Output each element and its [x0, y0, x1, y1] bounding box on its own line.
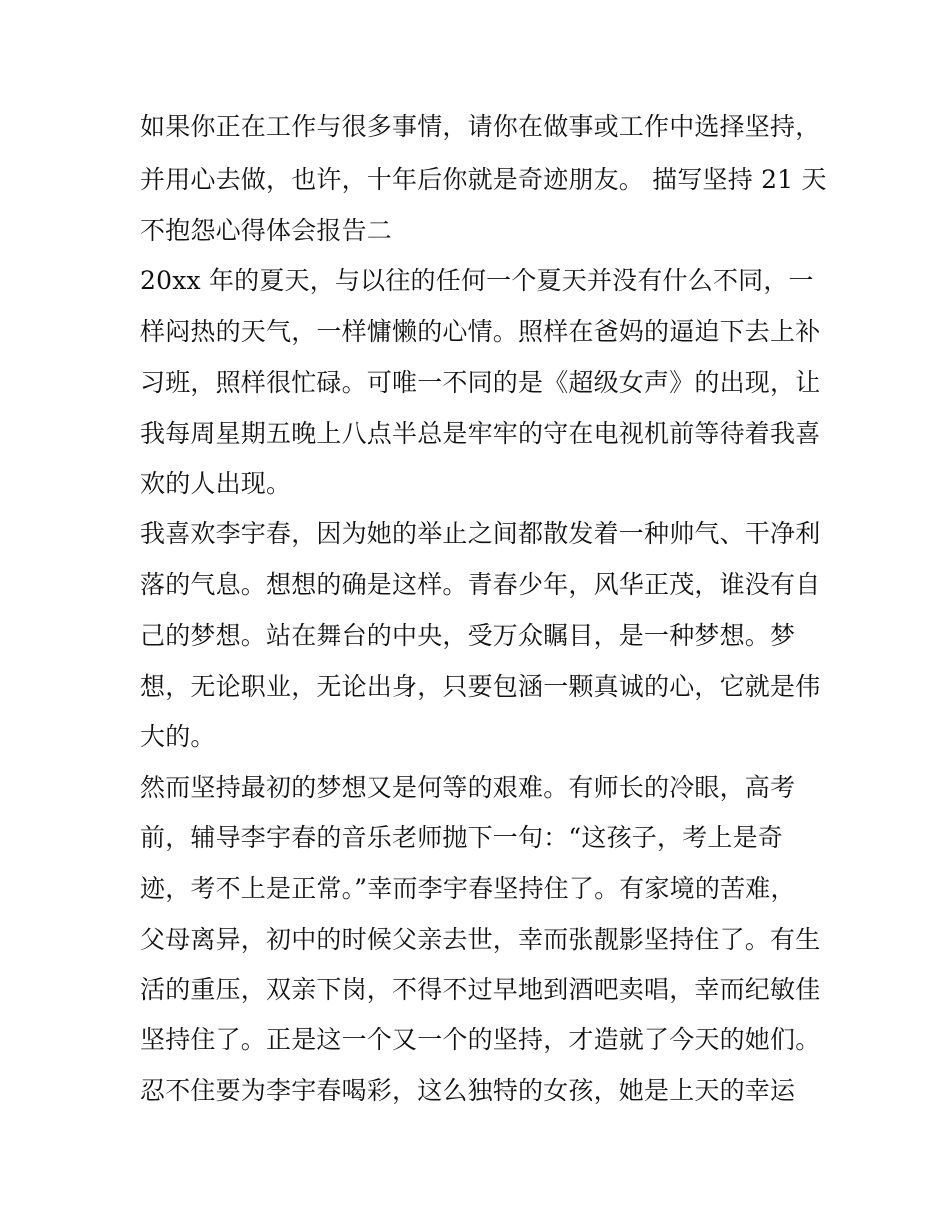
text-line: 迹，考不上是正常。”幸而李宇春坚持住了。有家境的苦难，: [140, 874, 796, 903]
text-line: 习班，照样很忙碌。可唯一不同的是《超级女声》的出现，让: [140, 368, 821, 397]
text-line: 然而坚持最初的梦想又是何等的艰难。有师长的冷眼，高考: [140, 773, 796, 802]
text-line: 想，无论职业，无论出身，只要包涵一颗真诚的心，它就是伟: [140, 672, 821, 701]
text-line: 样闷热的天气，一样慵懒的心情。照样在爸妈的逼迫下去上补: [140, 317, 821, 346]
text-line: 我喜欢李宇春，因为她的举止之间都散发着一种帅气、干净利: [140, 519, 821, 548]
text-line: 我每周星期五晚上八点半总是牢牢的守在电视机前等待着我喜: [140, 419, 821, 448]
text-line: 落的气息。想想的确是这样。青春少年，风华正茂，谁没有自: [140, 570, 821, 599]
text-line: 坚持住了。正是这一个又一个的坚持，才造就了今天的她们。: [140, 1025, 821, 1054]
text-line: 忍不住要为李宇春喝彩，这么独特的女孩，她是上天的幸运: [140, 1076, 796, 1105]
text-line: 活的重压，双亲下岗，不得不过早地到酒吧卖唱，幸而纪敏佳: [140, 975, 821, 1004]
text-line: 如果你正在工作与很多事情，请你在做事或工作中选择坚持，: [140, 112, 821, 141]
text-line: 前，辅导李宇春的音乐老师抛下一句：“这孩子，考上是奇: [140, 823, 783, 852]
text-line: 20xx 年的夏天，与以往的任何一个夏天并没有什么不同，一: [140, 266, 814, 295]
text-line: 父母离异，初中的时候父亲去世，幸而张靓影坚持住了。有生: [140, 925, 821, 954]
text-line: 并用心去做，也许，十年后你就是奇迹朋友。 描写坚持 21 天: [140, 165, 827, 194]
text-line: 不抱怨心得体会报告二: [140, 216, 393, 245]
text-line: 己的梦想。站在舞台的中央，受万众瞩目，是一种梦想。梦: [140, 621, 796, 650]
text-line: 大的。: [140, 722, 216, 751]
text-line: 欢的人出现。: [140, 469, 292, 498]
